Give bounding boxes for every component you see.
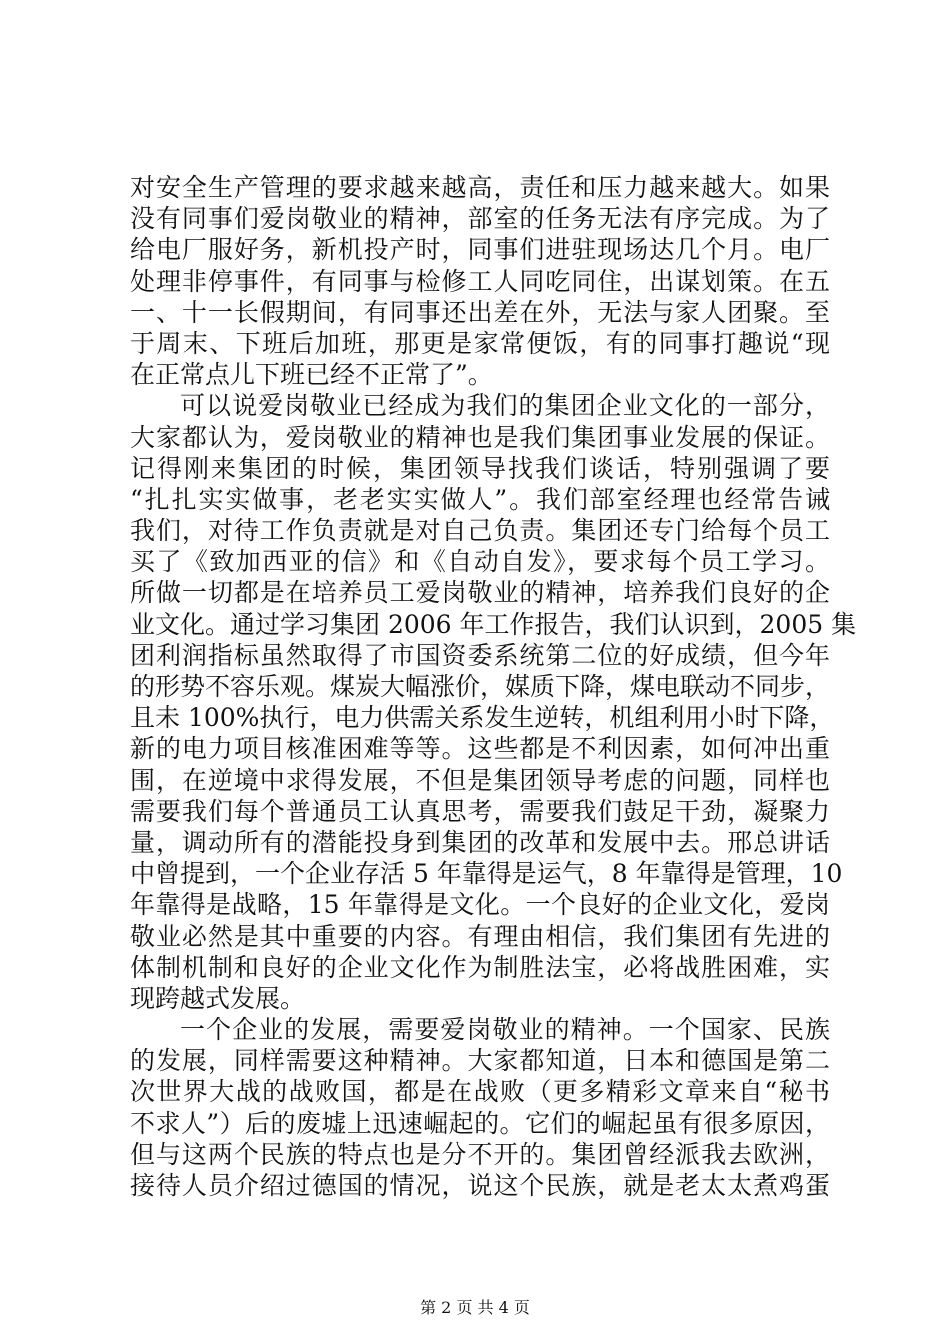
text-line: 处理非停事件，有同事与检修工人同吃同住，出谋划策。在五 — [130, 266, 830, 296]
text-line: 没有同事们爱岗敬业的精神，部室的任务无法有序完成。为了 — [130, 204, 830, 234]
text-line: 次世界大战的战败国，都是在战败（更多精彩文章来自“秘书 — [130, 1077, 830, 1107]
text-line: 对安全生产管理的要求越来越高，责任和压力越来越大。如果 — [130, 173, 830, 202]
text-line: 敬业必然是其中重要的内容。有理由相信，我们集团有先进的 — [130, 921, 830, 951]
paragraph-first-line: 一个企业的发展，需要爱岗敬业的精神。一个国家、民族 — [180, 1015, 830, 1045]
text-line: 所做一切都是在培养员工爱岗敬业的精神，培养我们良好的企 — [130, 578, 830, 608]
text-line: 我们，对待工作负责就是对自己负责。集团还专门给每个员工 — [130, 516, 830, 546]
text-line: 年靠得是战略，15 年靠得是文化。一个良好的企业文化，爱岗 — [130, 890, 830, 920]
text-line: 现跨越式发展。 — [130, 983, 306, 1013]
text-line: “扎扎实实做事，老老实实做人”。我们部室经理也经常告诫 — [130, 484, 830, 514]
text-line: 大家都认为，爱岗敬业的精神也是我们集团事业发展的保证。 — [130, 422, 830, 452]
text-line: 接待人员介绍过德国的情况，说这个民族，就是老太太煮鸡蛋 — [130, 1171, 830, 1200]
text-line: 需要我们每个普通员工认真思考，需要我们鼓足干劲，凝聚力 — [130, 796, 830, 826]
text-line: 围，在逆境中求得发展，不但是集团领导考虑的问题，同样也 — [130, 765, 830, 795]
text-line: 记得刚来集团的时候，集团领导找我们谈话，特别强调了要 — [130, 453, 830, 483]
page-number-footer: 第 2 页 共 4 页 — [420, 1298, 530, 1317]
text-line: 业文化。通过学习集团 2006 年工作报告，我们认识到，2005 集 — [130, 609, 857, 639]
text-line: 新的电力项目核准困难等等。这些都是不利因素，如何冲出重 — [130, 734, 830, 764]
text-line: 买了《致加西亚的信》和《自动自发》，要求每个员工学习。 — [130, 547, 830, 577]
paragraph-first-line: 可以说爱岗敬业已经成为我们的集团企业文化的一部分， — [180, 391, 830, 421]
text-line: 在正常点儿下班已经不正常了”。 — [130, 360, 493, 390]
text-line: 的形势不容乐观。煤炭大幅涨价，媒质下降，煤电联动不同步， — [130, 672, 831, 701]
text-line: 于周末、下班后加班，那更是家常便饭，有的同事打趣说“现 — [130, 328, 830, 358]
text-line: 给电厂服好务，新机投产时，同事们进驻现场达几个月。电厂 — [130, 235, 830, 265]
text-line: 的发展，同样需要这种精神。大家都知道，日本和德国是第二 — [130, 1046, 830, 1076]
text-line: 一、十一长假期间，有同事还出差在外，无法与家人团聚。至 — [130, 297, 830, 327]
text-line: 体制机制和良好的企业文化作为制胜法宝，必将战胜困难，实 — [130, 952, 830, 982]
text-line: 量，调动所有的潜能投身到集团的改革和发展中去。邢总讲话 — [130, 827, 830, 857]
document-body — [130, 172, 857, 1201]
text-line: 不求人”）后的废墟上迅速崛起的。它们的崛起虽有很多原因， — [130, 1108, 830, 1138]
text-line: 中曾提到，一个企业存活 5 年靠得是运气，8 年靠得是管理，10 — [130, 859, 843, 889]
text-line: 且未 100%执行，电力供需关系发生逆转，机组利用小时下降， — [130, 703, 835, 733]
text-line: 团利润指标虽然取得了市国资委系统第二位的好成绩，但今年 — [130, 640, 830, 670]
text-line: 但与这两个民族的特点也是分不开的。集团曾经派我去欧洲， — [130, 1139, 830, 1169]
